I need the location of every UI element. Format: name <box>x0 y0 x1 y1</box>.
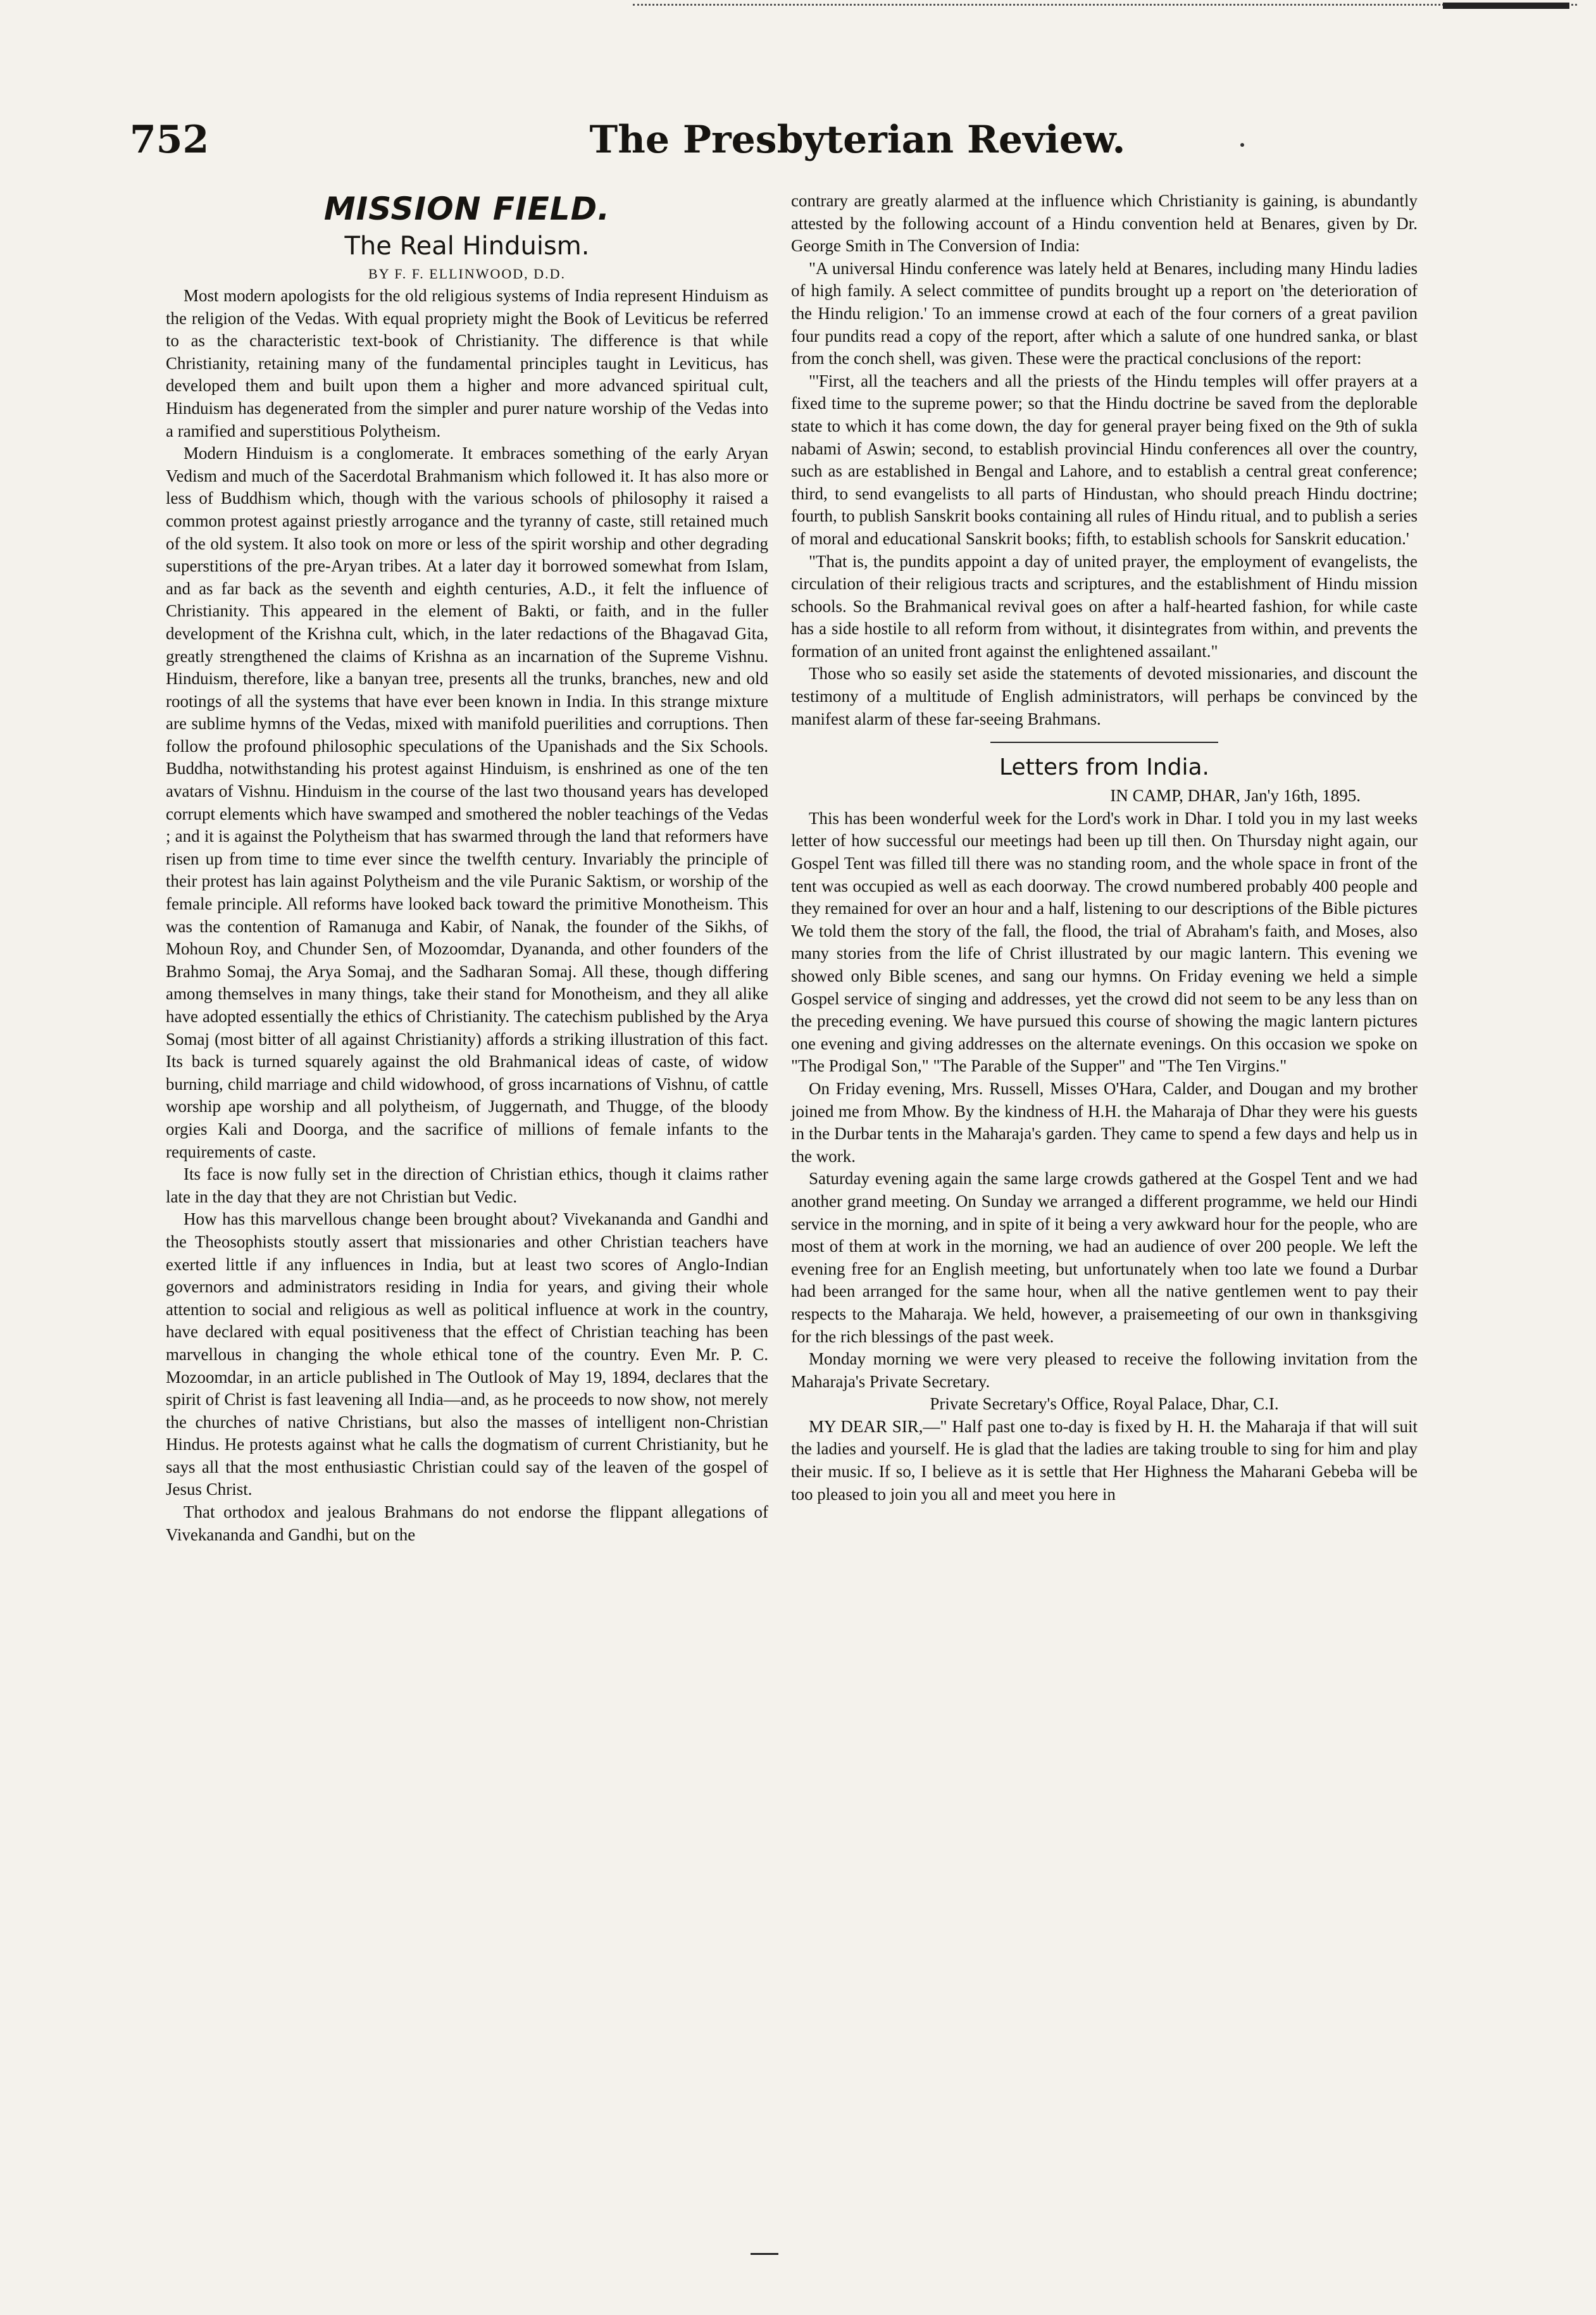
bottom-rule <box>751 2253 778 2255</box>
letter-paragraph: On Friday evening, Mrs. Russell, Misses O'Hara, Calder, and Dougan and my brother joined me from Mhow. By the kindness of H.H. the Maharaja of Dhar they were his guests in the Durbar tents in the Maharaja's garden. They came to spend a few days and help us in the work. <box>791 1078 1418 1166</box>
right-column <box>791 190 1418 1506</box>
section-divider <box>990 742 1218 743</box>
page-number: 752 <box>130 118 209 162</box>
header-dot <box>1240 143 1244 147</box>
quote-paragraph: "That is, the pundits appoint a day of united prayer, the employment of evangelists, the circulation of their religious tracts and scriptures, and the establishment of Hindu mission schools. So the Brahmanical revival goes on after a half-hearted fashion, for while caste has a side hostile to all reform from without, it disintegrates from within, and prevents the formation of an united front against the enlightened assailant." <box>791 551 1418 661</box>
article-paragraph: How has this marvellous change been brought about? Vivekananda and Gandhi and the Theosophists stoutly assert that missionaries and other Christian teachers have exerted little if any influences in India, but at least two scores of Anglo-Indian governors and administrators residing in India for years, and giving their whole attention to social and religious as well as political influence at work in the country, have declared with equal positiveness that the effect of Christian teaching has been marvellous in changing the whole ethical tone of the country. Even Mr. P. C. Mozoomdar, in an article published in The Outlook of May 19, 1894, declares that the spirit of Christ is fast leavening all India—and, as he proceeds to now show, not merely the churches of native Christians, but also the masses of intelligent non-Christian Hindus. He protests against what he calls the dogmatism of current Christianity, but he says all that the most enthusiastic Christian could say of the leaven of the gospel of Jesus Christ. <box>166 1209 768 1499</box>
letter-paragraph: Saturday evening again the same large crowds gathered at the Gospel Tent and we had another grand meeting. On Sunday we arranged a different programme, we held our Hindi service in the morning, and in spite of it being a very awkward hour for the people, who are most of them at work in the morning, we had an audience of over 200 people. We left the evening free for an English meeting, but unfortunately when too late we found a Durbar had been arranged for the same hour, when all the native gentlemen went to pay their respects to the Maharaja. We held, however, a praisemeeting of our own in thanksgiving for the rich blessings of the past week. <box>791 1169 1418 1346</box>
letter-body: MY DEAR SIR,—" Half past one to-day is fixed by H. H. the Maharaja if that will suit the ladies and yourself. He is glad that the ladies are taking trouble to sing for him and play their music. If so, I believe as it is settle that Her Highness the Maharani Gebeba will be too pleased to join you all and meet you here in <box>791 1416 1418 1504</box>
byline: BY F. F. ELLINWOOD, D.D. <box>368 266 566 282</box>
article-paragraph: That orthodox and jealous Brahmans do not endorse the flippant allegations of Vivekananda and Gandhi, but on the <box>166 1502 768 1544</box>
letter-paragraph: Monday morning we were very pleased to receive the following invitation from the Maharaja's Private Secretary. <box>791 1349 1418 1391</box>
article-paragraph: Modern Hinduism is a conglomerate. It embraces something of the early Aryan Vedism and much of the Sacerdotal Brahmanism which followed it. It has also more or less of Buddhism which, though with the various schools of philosophy it raised a common protest against priestly arrogance and the tyranny of caste, still retained much of the old system. It also took on more or less of the spirit worship and other degrading superstitions of the pre-Aryan tribes. At a later day it borrowed somewhat from Islam, and as far back as the seventh and eighth centuries, A.D., it felt the influence of Christianity. This appeared in the element of Bakti, or faith, and in the fuller development of the Krishna cult, which, in the later redactions of the Bhagavad Gita, greatly strengthened the claims of Krishna as an incarnation of the Supreme Vishnu. Hinduism, therefore, like a banyan tree, presents all the trunks, branches, new and old rootings of all the systems that have ever been known in India. In this strange mixture are sublime hymns of the Vedas, mixed with manifold puerilities and corruptions. Then follow the profound philosophic speculations of the Upanishads and the Six Schools. Buddha, notwithstanding his protest against Hinduism, is enshrined as one of the ten avatars of Vishnu. Hinduism in the course of the last two thousand years has developed corrupt elements which have swamped and smothered the nobler teachings of the Vedas ; and it is against the Polytheism that has swarmed through the land that reformers have risen up from time to time ever since the twelfth century. Invariably the principle of their protest has lain against Polytheism and the vile Puranic Saktism, or worship of the female principle. All reforms have looked back toward the primitive Monotheism. This was the contention of Ramanuga and Kabir, of Nanak, the founder of the Sikhs, of Mohoun Roy, and Chunder Sen, of Mozoomdar, Dyananda, and other founders of the Brahmo Somaj, the Arya Somaj, and the Sadharan Somaj. All these, though differing among themselves in many things, take their stand for Monotheism, and they all alike have adopted essentially the ethics of Christianity. The catechism published by the Arya Somaj (most bitter of all against Christianity) affords a striking illustration of this fact. Its back is turned squarely against the old Brahmanical ideas of caste, of widow burning, child marriage and child widowhood, of gross incarnations of Vishnu, of cattle worship ape worship and all polytheism, of Juggernath, and Thugge, of the bloody orgies Kali and Doorga, and the sacrifice of millions of female infants to the requirements of caste. <box>166 444 768 1161</box>
letter-address: Private Secretary's Office, Royal Palace, Dhar, C.I. <box>930 1394 1279 1414</box>
journal-title: The Presbyterian Review. <box>589 118 1126 162</box>
article-paragraph: Its face is now fully set in the direction of Christian ethics, though it claims rather late in the day that they are not Christian but Vedic. <box>166 1164 768 1206</box>
continuation-paragraph: contrary are greatly alarmed at the influence which Christianity is gaining, is abundantly attested by the following account of a Hindu convention held at Benares, given by Dr. George Smith in The Conversion of India: <box>791 191 1418 256</box>
letter-paragraph: This has been wonderful week for the Lord's work in Dhar. I told you in my last weeks letter of how successful our meetings had been up till then. On Thursday night again, our Gospel Tent was filled till there was no standing room, and the whole space in front of the tent was occupied as well as each doorway. The crowd numbered probably 400 people and they remained for over an hour and a half, listening to our descriptions of the Bible pictures We told them the story of the fall, the flood, the trial of Abraham's faith, and Moses, also many stories from the life of Christ illustrated by our magic lantern. This evening we showed only Bible scenes, and sang our hymns. On Friday evening we held a simple Gospel service of singing and addresses, yet the crowd did not seem to be any less than on the preceding evening. We have pursued this course of showing the magic lantern pictures one evening and giving addresses on the alternate evenings. On this occasion we spoke on "The Prodigal Son," "The Parable of the Supper" and "The Ten Virgins." <box>791 808 1418 1076</box>
section-heading: MISSION FIELD. <box>323 190 611 227</box>
page-header <box>130 118 1427 175</box>
quote-paragraph: "'First, all the teachers and all the priests of the Hindu temples will offer prayers at a fixed time to the supreme power; so that the Hindu doctrine be saved from the deplorable state to which it has come down, the day for general prayer being fixed on the 9th of sukla nabami of Aswin; second, to establish provincial Hindu conferences all over the country, such as are established in Bengal and Lahore, and to establish a central great conference; third, to send evangelists to all parts of Hindustan, who should preach Hindu doctrine; fourth, to publish Sanskrit books containing all rules of Hindu ritual, and to publish a series of moral and educational Sanskrit books; fifth, to establish schools for Sanskrit education.' <box>791 371 1418 548</box>
article-paragraph: Most modern apologists for the old religious systems of India represent Hinduism as the religion of the Vedas. With equal propriety might the Book of Leviticus be referred to as the characteristic text-book of Christianity. The difference is that while Christianity, retaining many of the fundamental principles taught in Leviticus, has developed them and built upon them a higher and more advanced spiritual cult, Hinduism has degenerated from the simpler and purer nature worship of the Vedas into a ramified and superstitious Polytheism. <box>166 286 768 440</box>
top-edge-solid-rule <box>1443 3 1569 9</box>
closing-paragraph: Those who so easily set aside the statements of devoted missionaries, and discount the testimony of a multitude of English administrators, will perhaps be convinced by the manifest alarm of these far-seeing Brahmans. <box>791 664 1418 728</box>
letters-title: Letters from India. <box>999 754 1209 781</box>
quote-paragraph: "A universal Hindu conference was lately held at Benares, including many Hindu ladies of high family. A select committee of pundits brought up a report on 'the deterioration of the Hindu religion.' To an immense crowd at each of the four corners of a great pavilion four pundits read a copy of the report, after which a salute of one hundred sanka, or blast from the conch shell, was given. These were the practical conclusions of the report: <box>791 258 1418 368</box>
article-title: The Real Hinduism. <box>344 232 590 261</box>
top-edge-dotted-rule <box>633 4 1577 8</box>
letter-dateline: IN CAMP, DHAR, Jan'y 16th, 1895. <box>1110 786 1361 806</box>
left-column <box>166 190 768 1546</box>
